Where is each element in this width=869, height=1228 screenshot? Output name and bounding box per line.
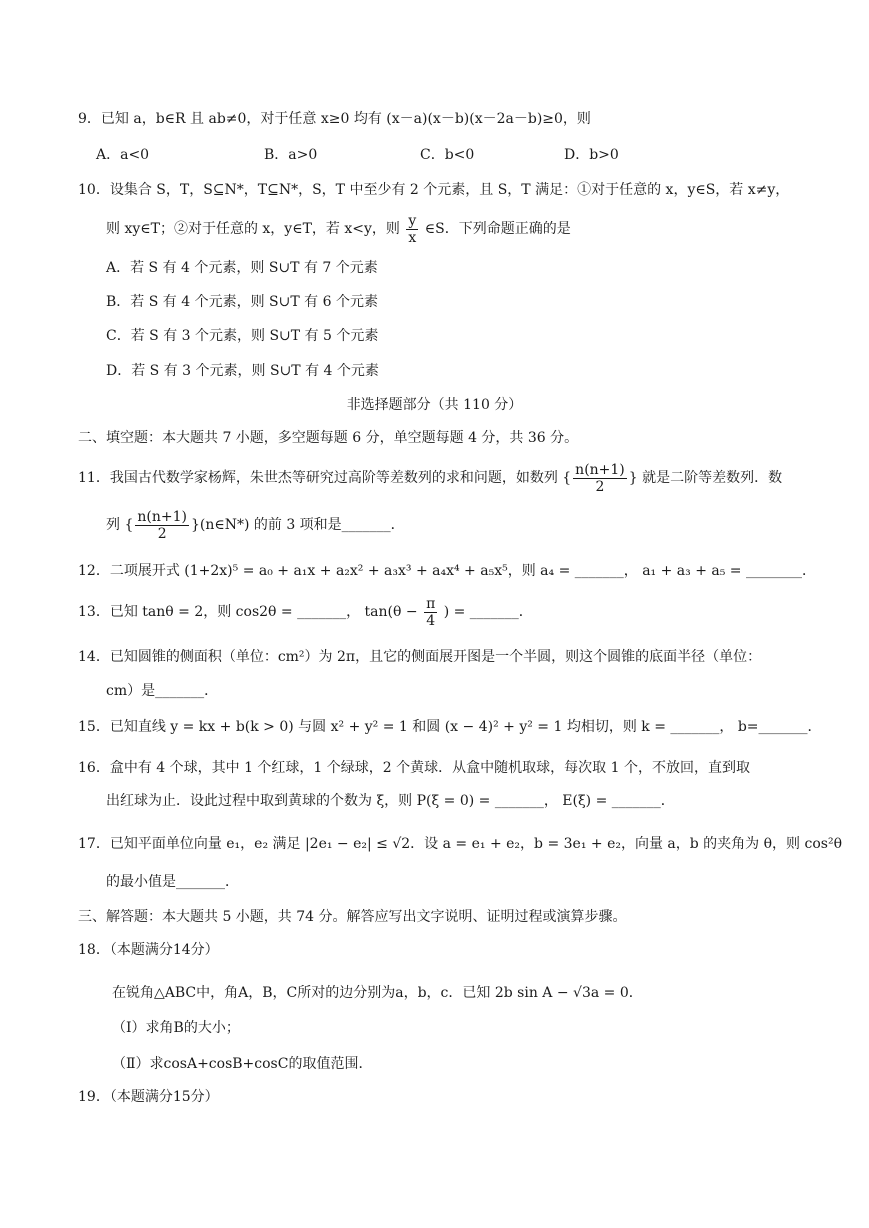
q12: 12．二项展开式 (1+2x)⁵ = a₀ + a₁x + a₂x² + a₃x³ + a₄x⁴ + a₅x⁵，则 a₄ = _______， a₁ + a₃ + a₅ = ________． xyxy=(78,563,816,579)
q10-line2 xyxy=(106,211,571,247)
q9-option-b: B．a>0 xyxy=(264,147,318,163)
q18-part1: （Ⅰ）求角B的大小； xyxy=(112,1020,240,1036)
q18-part2: （Ⅱ）求cosA+cosB+cosC的取值范围． xyxy=(112,1056,373,1072)
q11-line2-after: }(n∈N*) 的前 3 项和是_______． xyxy=(190,517,405,533)
q11-fraction xyxy=(573,462,627,495)
section2-heading: 二、填空题：本大题共 7 小题，多空题每题 6 分，单空题每题 4 分，共 36 分。 xyxy=(78,430,579,446)
q11-frac-num: n(n+1) xyxy=(575,461,625,478)
q18-heading: 18．（本题满分14分） xyxy=(78,942,219,958)
q10-frac-num: y xyxy=(408,212,417,229)
q9-stem: 9．已知 a，b∈R 且 ab≠0，对于任意 x≥0 均有 (x－a)(x－b)(x－2a－b)≥0，则 xyxy=(78,111,591,127)
q10-line2-before: 则 xy∈T；②对于任意的 x，y∈T，若 x<y，则 xyxy=(106,221,400,237)
q16-line1: 16．盒中有 4 个球，其中 1 个红球，1 个绿球，2 个黄球．从盒中随机取球，每次取 1 个，不放回，直到取 xyxy=(78,760,750,776)
part-heading: 非选择题部分（共 110 分） xyxy=(346,397,523,413)
q13 xyxy=(78,593,533,631)
q13-frac-den: 4 xyxy=(426,612,436,629)
q10-option-d: D．若 S 有 3 个元素，则 S∪T 有 4 个元素 xyxy=(106,363,379,379)
q13-after: ) = _______． xyxy=(443,604,533,620)
q10-option-c: C．若 S 有 3 个元素，则 S∪T 有 5 个元素 xyxy=(106,328,379,344)
q11-line1-after: } 就是二阶等差数列．数 xyxy=(628,470,783,486)
q18-stem: 在锐角△ABC中，角A，B，C所对的边分别为a，b，c．已知 2b sin A − √3a = 0． xyxy=(112,985,643,1001)
q10-line2-after: ∈S．下列命题正确的是 xyxy=(424,221,571,237)
q9-options xyxy=(96,145,656,165)
q10-fraction xyxy=(406,213,418,246)
q11-frac-den: 2 xyxy=(595,478,605,495)
q9-option-c: C．b<0 xyxy=(420,147,475,163)
q10-frac-den: x xyxy=(408,229,417,246)
q11-frac2-num: n(n+1) xyxy=(137,508,187,525)
q11-line1-before: 11．我国古代数学家杨辉，朱世杰等研究过高阶等差数列的求和问题，如数列 { xyxy=(78,470,572,486)
section3-heading: 三、解答题：本大题共 5 小题，共 74 分。解答应写出文字说明、证明过程或演算步骤。 xyxy=(78,909,627,925)
q15: 15．已知直线 y = kx + b(k > 0) 与圆 x² + y² = 1 和圆 (x − 4)² + y² = 1 均相切，则 k = _______， b=_______． xyxy=(78,719,822,735)
q11-line2-before: 列 { xyxy=(106,517,134,533)
q17-line1: 17．已知平面单位向量 e₁，e₂ 满足 |2e₁ − e₂| ≤ √2．设 a = e₁ + e₂，b = 3e₁ + e₂，向量 a，b 的夹角为 θ，则 cos²θ xyxy=(78,836,842,852)
q11-line2 xyxy=(106,506,405,544)
q16-line2: 出红球为止．设此过程中取到黄球的个数为 ξ，则 P(ξ = 0) = _______， E(ξ) = _______． xyxy=(106,793,675,809)
q10-option-a: A．若 S 有 4 个元素，则 S∪T 有 7 个元素 xyxy=(106,260,378,276)
q14-line2: cm）是_______． xyxy=(106,683,219,699)
q9-option-d: D．b>0 xyxy=(564,147,619,163)
q11-line1 xyxy=(78,459,782,497)
q10-line1: 10．设集合 S，T，S⊆N*，T⊆N*，S，T 中至少有 2 个元素，且 S，T 满足：①对于任意的 x，y∈S，若 x≠y， xyxy=(78,182,790,198)
q17-line2: 的最小值是_______． xyxy=(106,874,239,890)
q11-fraction-2 xyxy=(135,509,189,542)
q13-before: 13．已知 tanθ = 2，则 cos2θ = _______， tan(θ − xyxy=(78,604,418,620)
q19-heading: 19．（本题满分15分） xyxy=(78,1089,219,1105)
q11-frac2-den: 2 xyxy=(157,525,167,542)
q10-option-b: B．若 S 有 4 个元素，则 S∪T 有 6 个元素 xyxy=(106,294,378,310)
q9-option-a: A．a<0 xyxy=(96,147,150,163)
q13-fraction xyxy=(424,596,437,629)
q14-line1: 14．已知圆锥的侧面积（单位：cm²）为 2π，且它的侧面展开图是一个半圆，则这个圆锥的底面半径（单位： xyxy=(78,649,762,665)
q13-frac-num: π xyxy=(426,595,436,612)
